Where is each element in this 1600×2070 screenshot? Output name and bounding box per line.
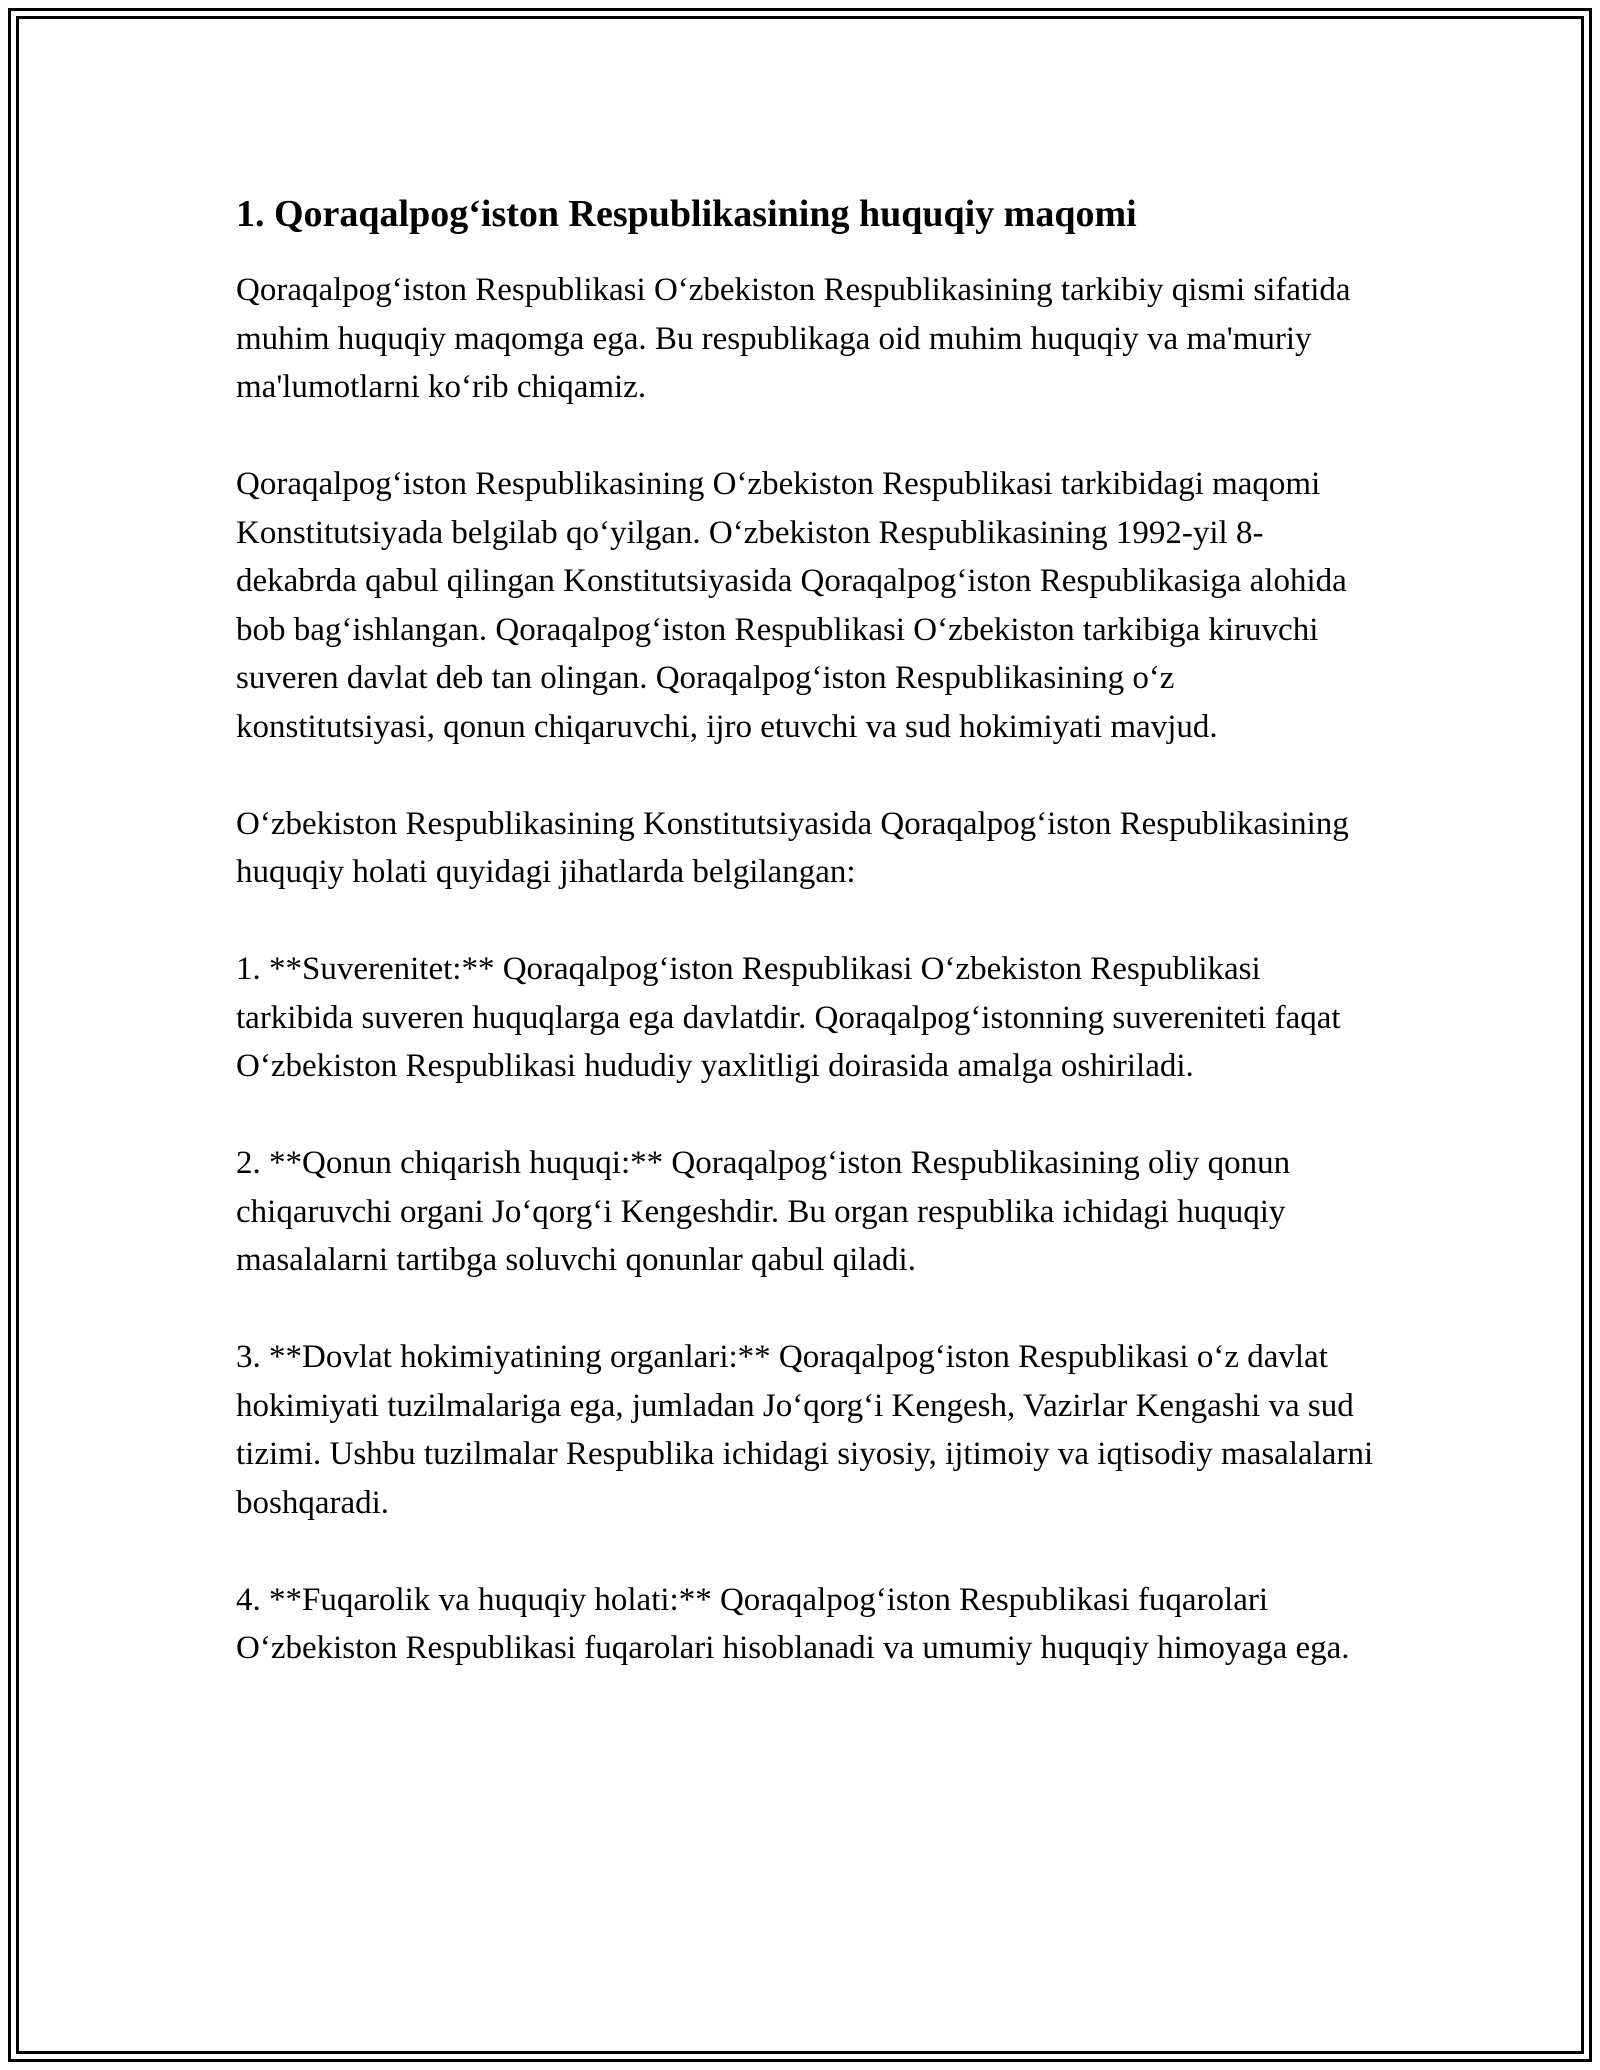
spacer — [236, 751, 1376, 800]
spacer — [236, 412, 1376, 461]
paragraph-constitution: Qoraqalpog‘iston Respublikasining O‘zbekiston Respublikasi tarkibidagi maqomi Konstitutsiyada belgilab qo‘yilgan. O‘zbekiston Respublikasining 1992-yil 8-dekabrda qabul qilingan Konstitutsiyasida Qoraqalpog‘iston Respublikasiga alohida bob bag‘ishlangan. Qoraqalpog‘iston Respublikasi O‘zbekiston tarkibiga kiruvchi suveren davlat deb tan olingan. Qoraqalpog‘iston Respublikasining o‘z konstitutsiyasi, qonun chiqaruvchi, ijro etuvchi va sud hokimiyati mavjud. — [236, 466, 1347, 745]
document-title: 1. Qoraqalpog‘iston Respublikasining huquqiy maqomi — [236, 193, 1137, 235]
spacer — [236, 1091, 1376, 1140]
list-item-legislation: 2. **Qonun chiqarish huquqi:** Qoraqalpog‘iston Respublikasining oliy qonun chiqaruvchi organi Jo‘qorg‘i Kengeshdir. Bu organ respublika ichidagi huquqiy masalalarni tartibga soluvchi qonunlar qabul qiladi. — [236, 1145, 1291, 1278]
list-item-state-organs: 3. **Dovlat hokimiyatining organlari:** Qoraqalpog‘iston Respublikasi o‘z davlat hokimiyati tuzilmalariga ega, jumladan Jo‘qorg‘i Kengesh, Vazirlar Kengashi va sud tizimi. Ushbu tuzilmalar Respublika ichidagi siyosiy, ijtimoiy va iqtisodiy masalalarni boshqaradi. — [236, 1339, 1374, 1521]
list-item-citizenship: 4. **Fuqarolik va huquqiy holati:** Qoraqalpog‘iston Respublikasi fuqarolari O‘zbekiston Respublikasi fuqarolari hisoblanadi va umumiy huquqiy himoyaga ega. — [236, 1581, 1350, 1666]
spacer — [236, 1527, 1376, 1576]
paragraph-intro: Qoraqalpog‘iston Respublikasi O‘zbekiston Respublikasining tarkibiy qismi sifatida muhim huquqiy maqomga ega. Bu respublikaga oid muhim huquqiy va ma'muriy ma'lumotlarni ko‘rib chiqamiz. — [236, 272, 1351, 405]
paragraph-list-intro: O‘zbekiston Respublikasining Konstitutsiyasida Qoraqalpog‘iston Respublikasining huquqiy holati quyidagi jihatlarda belgilangan: — [236, 805, 1349, 890]
list-item-sovereignty: 1. **Suverenitet:** Qoraqalpog‘iston Respublikasi O‘zbekiston Respublikasi tarkibida suveren huquqlarga ega davlatdir. Qoraqalpog‘istonning suvereniteti faqat O‘zbekiston Respublikasi hududiy yaxlitligi doirasida amalga oshiriladi. — [236, 951, 1341, 1084]
spacer — [236, 1285, 1376, 1334]
spacer — [236, 897, 1376, 946]
spacer — [236, 242, 1376, 266]
document-body — [236, 186, 1376, 1673]
